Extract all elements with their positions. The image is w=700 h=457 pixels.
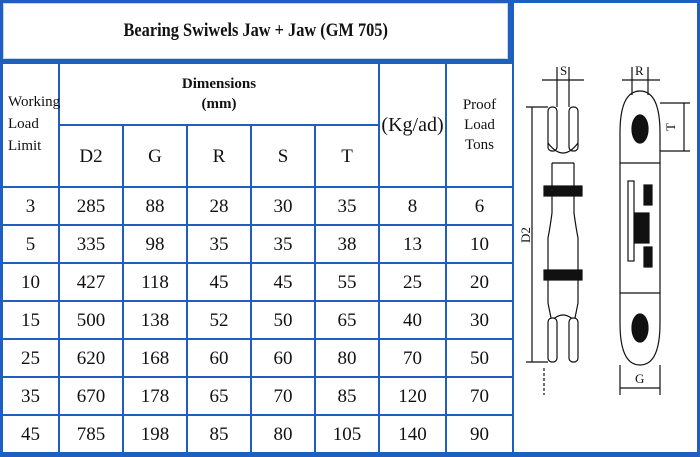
swivel-side-view bbox=[620, 67, 690, 395]
cell-wll: 3 bbox=[3, 188, 58, 224]
label-g: G bbox=[635, 371, 645, 386]
cell-d2: 670 bbox=[60, 378, 122, 414]
cell-r: 60 bbox=[188, 340, 250, 376]
column-header-d2: D2 bbox=[60, 126, 122, 186]
cell-d2: 785 bbox=[60, 416, 122, 452]
cell-r: 52 bbox=[188, 302, 250, 338]
cell-t: 35 bbox=[316, 188, 378, 224]
cell-g: 198 bbox=[124, 416, 186, 452]
cell-d2: 500 bbox=[60, 302, 122, 338]
cell-wll: 15 bbox=[3, 302, 58, 338]
cell-weight: 8 bbox=[380, 188, 445, 224]
table-row bbox=[3, 264, 512, 300]
cell-wll: 35 bbox=[3, 378, 58, 414]
header-load-line: Load bbox=[8, 116, 39, 133]
header-working-load-limit bbox=[3, 64, 61, 186]
cell-r: 85 bbox=[188, 416, 250, 452]
cell-proof-load: 20 bbox=[447, 264, 512, 300]
cell-g: 178 bbox=[124, 378, 186, 414]
cell-s: 35 bbox=[252, 226, 314, 262]
column-header-s: S bbox=[252, 126, 314, 186]
cell-t: 38 bbox=[316, 226, 378, 262]
header-dimensions bbox=[60, 64, 378, 124]
cell-d2: 335 bbox=[60, 226, 122, 262]
header-working-line: Working bbox=[8, 94, 61, 111]
label-t: T bbox=[663, 123, 678, 131]
label-s: S bbox=[560, 63, 568, 78]
table-row bbox=[3, 340, 512, 376]
cell-weight: 120 bbox=[380, 378, 445, 414]
header-proof-load bbox=[447, 64, 512, 186]
cell-t: 65 bbox=[316, 302, 378, 338]
cell-g: 168 bbox=[124, 340, 186, 376]
cell-wll: 5 bbox=[3, 226, 58, 262]
cell-r: 45 bbox=[188, 264, 250, 300]
cell-weight: 70 bbox=[380, 340, 445, 376]
cell-g: 118 bbox=[124, 264, 186, 300]
swivel-diagram bbox=[514, 3, 697, 452]
cell-g: 88 bbox=[124, 188, 186, 224]
swivel-diagram-panel bbox=[514, 3, 697, 452]
header-dimensions-unit: (mm) bbox=[201, 96, 237, 112]
label-r: R bbox=[635, 63, 644, 78]
cell-t: 55 bbox=[316, 264, 378, 300]
cell-proof-load: 90 bbox=[447, 416, 512, 452]
cell-g: 138 bbox=[124, 302, 186, 338]
header-limit-line: Limit bbox=[8, 137, 42, 154]
cell-r: 35 bbox=[188, 226, 250, 262]
table-title: Bearing Swiwels Jaw + Jaw (GM 705) bbox=[123, 20, 388, 41]
table-row bbox=[3, 188, 512, 224]
cell-r: 65 bbox=[188, 378, 250, 414]
cell-weight: 140 bbox=[380, 416, 445, 452]
cell-d2: 427 bbox=[60, 264, 122, 300]
cell-s: 80 bbox=[252, 416, 314, 452]
cell-wll: 10 bbox=[3, 264, 58, 300]
label-d2: D2 bbox=[518, 227, 533, 243]
dimensions-table-wrapper bbox=[3, 64, 506, 452]
cell-s: 30 bbox=[252, 188, 314, 224]
dimensions-table bbox=[1, 62, 514, 454]
cell-wll: 25 bbox=[3, 340, 58, 376]
cell-t: 85 bbox=[316, 378, 378, 414]
cell-t: 80 bbox=[316, 340, 378, 376]
column-header-t: T bbox=[316, 126, 378, 186]
cell-weight: 40 bbox=[380, 302, 445, 338]
cell-proof-load: 50 bbox=[447, 340, 512, 376]
cell-r: 28 bbox=[188, 188, 250, 224]
header-proof-load-line: Load bbox=[464, 116, 495, 133]
table-row bbox=[3, 378, 512, 414]
cell-proof-load: 6 bbox=[447, 188, 512, 224]
cell-wll: 45 bbox=[3, 416, 58, 452]
cell-d2: 620 bbox=[60, 340, 122, 376]
cell-s: 50 bbox=[252, 302, 314, 338]
table-row bbox=[3, 226, 512, 262]
column-header-r: R bbox=[188, 126, 250, 186]
swivel-front-view bbox=[526, 67, 584, 395]
column-header-g: G bbox=[124, 126, 186, 186]
cell-proof-load: 10 bbox=[447, 226, 512, 262]
cell-t: 105 bbox=[316, 416, 378, 452]
header-weight: (Kg/ad) bbox=[380, 64, 445, 186]
cell-g: 98 bbox=[124, 226, 186, 262]
cell-s: 60 bbox=[252, 340, 314, 376]
cell-proof-load: 70 bbox=[447, 378, 512, 414]
table-row bbox=[3, 302, 512, 338]
cell-proof-load: 30 bbox=[447, 302, 512, 338]
table-row bbox=[3, 416, 512, 452]
table-title-box bbox=[3, 3, 508, 59]
header-dimensions-label: Dimensions bbox=[181, 75, 257, 92]
cell-s: 45 bbox=[252, 264, 314, 300]
header-tons-line: Tons bbox=[465, 137, 494, 154]
cell-weight: 13 bbox=[380, 226, 445, 262]
header-proof-line: Proof bbox=[462, 96, 497, 113]
cell-weight: 25 bbox=[380, 264, 445, 300]
cell-d2: 285 bbox=[60, 188, 122, 224]
cell-s: 70 bbox=[252, 378, 314, 414]
